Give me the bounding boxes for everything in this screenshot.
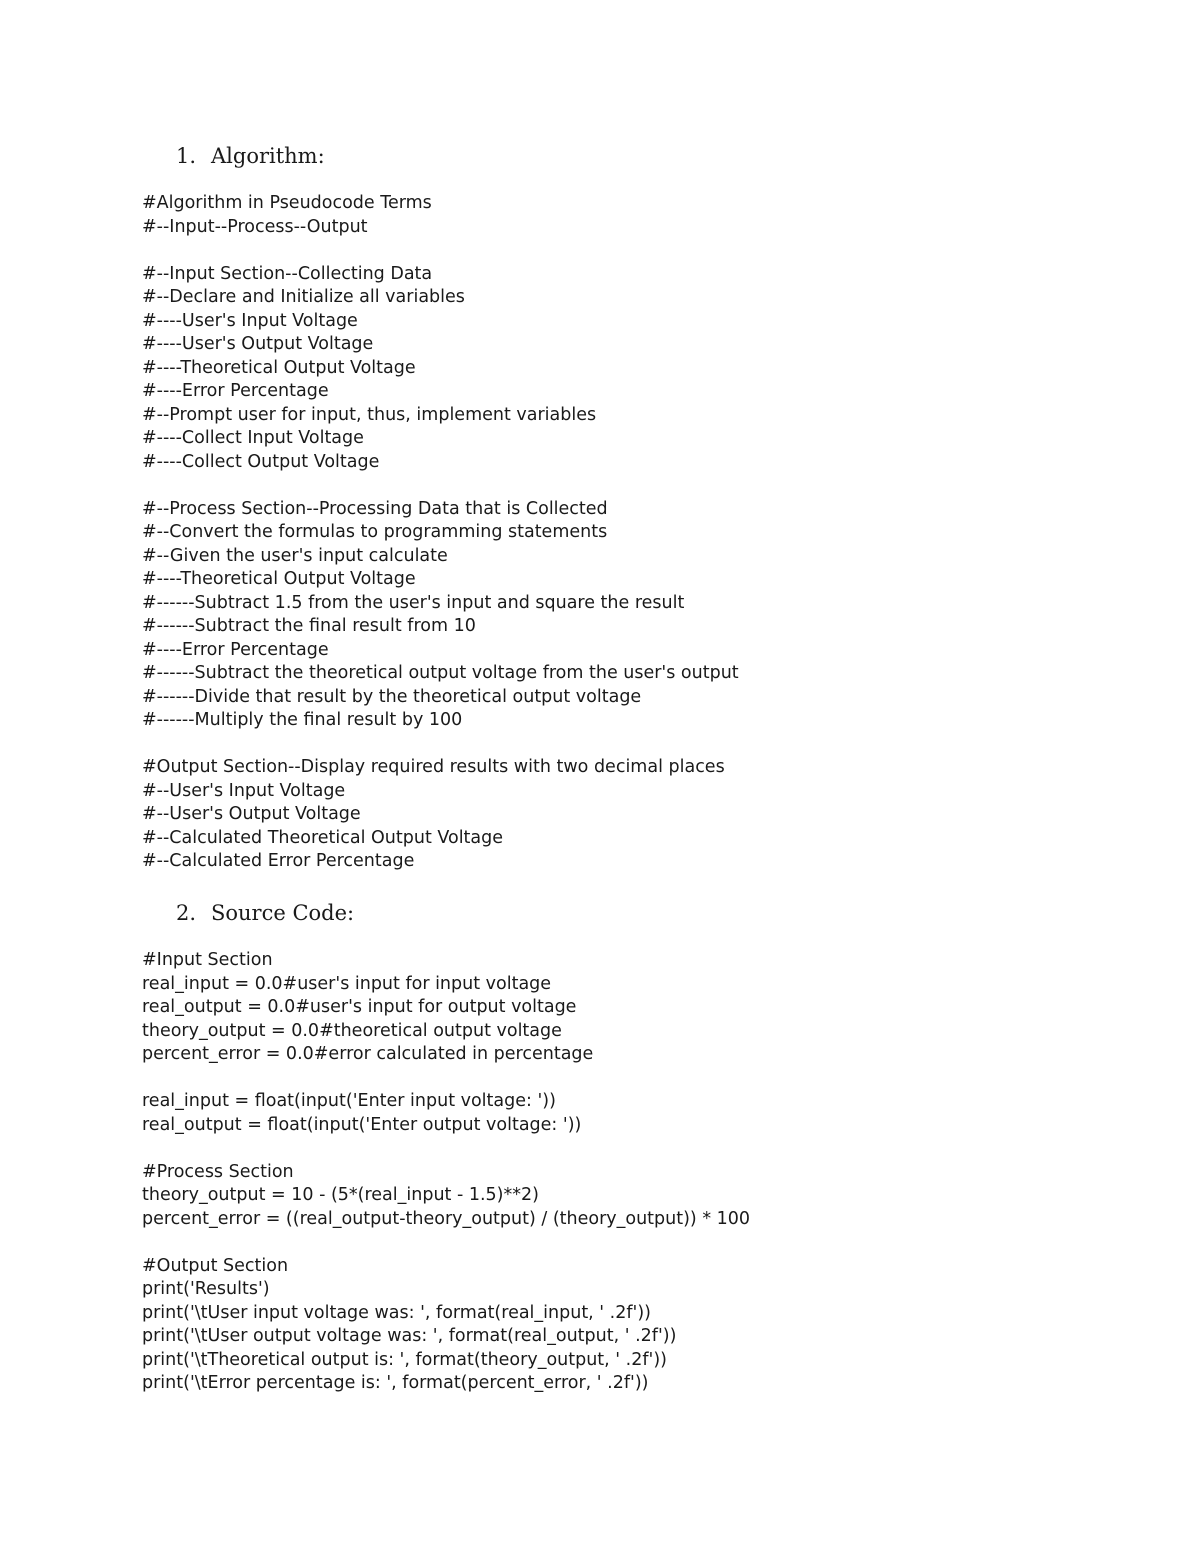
algorithm-line: #----Collect Output Voltage — [142, 451, 380, 472]
code-line: #Input Section — [142, 950, 273, 970]
blank-line — [142, 1067, 750, 1091]
code-line: real_output = float(input('Enter output voltage: ')) — [142, 1114, 582, 1135]
code-line: real_output = 0.0#user's input for output voltage — [142, 997, 577, 1017]
algorithm-line: #----Theoretical Output Voltage — [142, 357, 416, 378]
code-line: percent_error = 0.0#error calculated in percentage — [142, 1044, 594, 1064]
algorithm-line: #------Divide that result by the theoretical output voltage — [142, 686, 642, 707]
algorithm-pseudocode — [142, 192, 739, 874]
algorithm-line: #------Subtract the final result from 10 — [142, 616, 476, 636]
code-line: real_input = 0.0#user's input for input voltage — [142, 973, 552, 994]
algorithm-line: #--Given the user's input calculate — [142, 545, 448, 566]
heading-number: 2. — [176, 901, 197, 925]
algorithm-line: #--Process Section--Processing Data that is Collected — [142, 498, 608, 519]
algorithm-line: #Algorithm in Pseudocode Terms — [142, 193, 432, 213]
blank-line — [142, 1137, 750, 1161]
heading-title: Algorithm: — [211, 144, 325, 168]
algorithm-line: #--Calculated Error Percentage — [142, 851, 415, 871]
blank-line — [142, 474, 739, 498]
blank-line — [142, 239, 739, 263]
algorithm-line: #--Declare and Initialize all variables — [142, 287, 465, 307]
code-line: real_input = float(input('Enter input voltage: ')) — [142, 1091, 556, 1111]
code-line: print('\tError percentage is: ', format(percent_error, ' .2f')) — [142, 1373, 649, 1393]
heading-number: 1. — [176, 144, 197, 168]
algorithm-line: #Output Section--Display required results with two decimal places — [142, 757, 725, 777]
code-line: theory_output = 10 - (5*(real_input - 1.5)**2) — [142, 1185, 539, 1205]
algorithm-line: #--User's Output Voltage — [142, 804, 361, 824]
algorithm-line: #--Prompt user for input, thus, implement variables — [142, 404, 597, 425]
algorithm-line: #----Theoretical Output Voltage — [142, 569, 416, 589]
code-line: print('\tUser input voltage was: ', format(real_input, ' .2f')) — [142, 1302, 652, 1323]
algorithm-line: #--Convert the formulas to programming statements — [142, 522, 608, 542]
blank-line — [142, 733, 739, 757]
heading-title: Source Code: — [211, 901, 355, 925]
code-line: #Process Section — [142, 1161, 294, 1182]
algorithm-line: #----User's Output Voltage — [142, 334, 374, 354]
heading-algorithm — [176, 143, 325, 169]
algorithm-line: #----Collect Input Voltage — [142, 428, 364, 448]
algorithm-line: #--Input Section--Collecting Data — [142, 263, 433, 284]
algorithm-line: #------Subtract 1.5 from the user's input and square the result — [142, 592, 685, 613]
algorithm-line: #------Multiply the final result by 100 — [142, 710, 463, 730]
algorithm-line: #----Error Percentage — [142, 381, 329, 401]
algorithm-line: #------Subtract the theoretical output voltage from the user's output — [142, 663, 739, 683]
code-line: theory_output = 0.0#theoretical output voltage — [142, 1020, 562, 1041]
algorithm-line: #--Calculated Theoretical Output Voltage — [142, 827, 504, 848]
code-line: #Output Section — [142, 1255, 289, 1276]
code-line: print('Results') — [142, 1279, 270, 1299]
code-line: print('\tUser output voltage was: ', format(real_output, ' .2f')) — [142, 1326, 677, 1346]
algorithm-line: #--Input--Process--Output — [142, 216, 368, 237]
algorithm-line: #----Error Percentage — [142, 639, 329, 660]
algorithm-line: #----User's Input Voltage — [142, 310, 358, 331]
code-line: percent_error = ((real_output-theory_output) / (theory_output)) * 100 — [142, 1208, 751, 1229]
blank-line — [142, 1231, 750, 1255]
code-line: print('\tTheoretical output is: ', format(theory_output, ' .2f')) — [142, 1349, 667, 1370]
source-code-listing — [142, 949, 750, 1396]
heading-source-code — [176, 900, 354, 926]
algorithm-line: #--User's Input Voltage — [142, 780, 346, 801]
